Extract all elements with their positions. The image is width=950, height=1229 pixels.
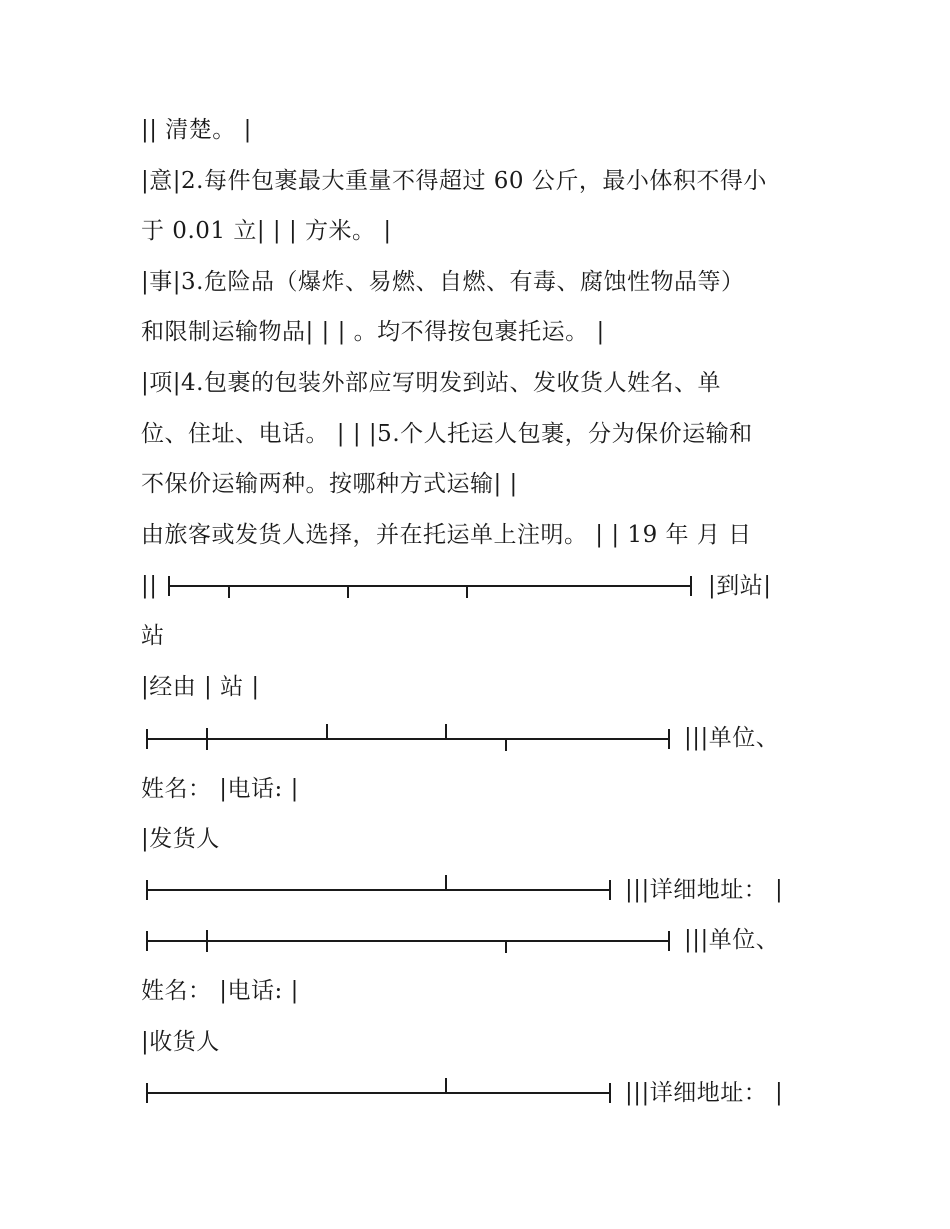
text-line-9: 由旅客或发货人选择，并在托运单上注明。 | | 19 年 月 日 [141,522,752,548]
rule-tick [505,739,507,751]
consignee-address-label: |||详细地址： | [625,1080,784,1106]
rule-endcap [668,729,670,749]
via-station-row: |经由 | 站 | [141,674,260,700]
text-line-6: |项|4.包裹的包装外部应写明发到站、发收货人姓名、单 [141,370,721,396]
shipper-name-phone-row: 姓名： |电话: | [141,776,299,802]
rule-endcap [609,880,611,900]
table-rule [146,940,670,942]
text-line-8: 不保价运输两种。按哪种方式运输| | [141,471,518,497]
text-line-5: 和限制运输物品| | | 。均不得按包裹托运。 | [141,319,605,345]
consignee-unit-label: |||单位、 [684,927,780,953]
station-continuation: 站 [141,623,165,649]
text-line-2: |意|2.每件包裹最大重量不得超过 60 公斤，最小体积不得小 [141,168,767,194]
rule-tick [505,941,507,953]
shipper-address-label: |||详细地址： | [625,877,784,903]
rule-tick [445,724,447,738]
table-rule [168,585,692,587]
consignee-name-phone-row: 姓名： |电话: | [141,978,299,1004]
rule-endcap [609,1083,611,1103]
rule-tick [445,1078,447,1092]
rule-tick [206,728,208,750]
text-line-7: 位、住址、电话。 | | |5.个人托运人包裹，分为保价运输和 [141,421,753,447]
rule-tick [228,586,230,598]
rule-tick [326,724,328,738]
rule-tick [466,586,468,598]
text-line-3: 于 0.01 立| | | 方米。 | [141,218,392,244]
table-rule [146,738,670,740]
text-line-1: || 清楚。 | [141,117,252,143]
arrival-station-label: |到站| [708,573,772,599]
table-rule [146,1092,611,1094]
text-line-4: |事|3.危险品（爆炸、易燃、自燃、有毒、腐蚀性物品等） [141,269,745,295]
table-rule [146,889,611,891]
rule-tick [206,930,208,952]
shipper-unit-label: |||单位、 [684,725,780,751]
station-row-leading: || [141,573,158,599]
rule-tick [347,586,349,598]
shipper-label: |发货人 [141,826,220,852]
rule-endcap [668,931,670,951]
rule-tick [445,875,447,889]
rule-endcap [690,576,692,596]
consignee-label: |收货人 [141,1029,220,1055]
